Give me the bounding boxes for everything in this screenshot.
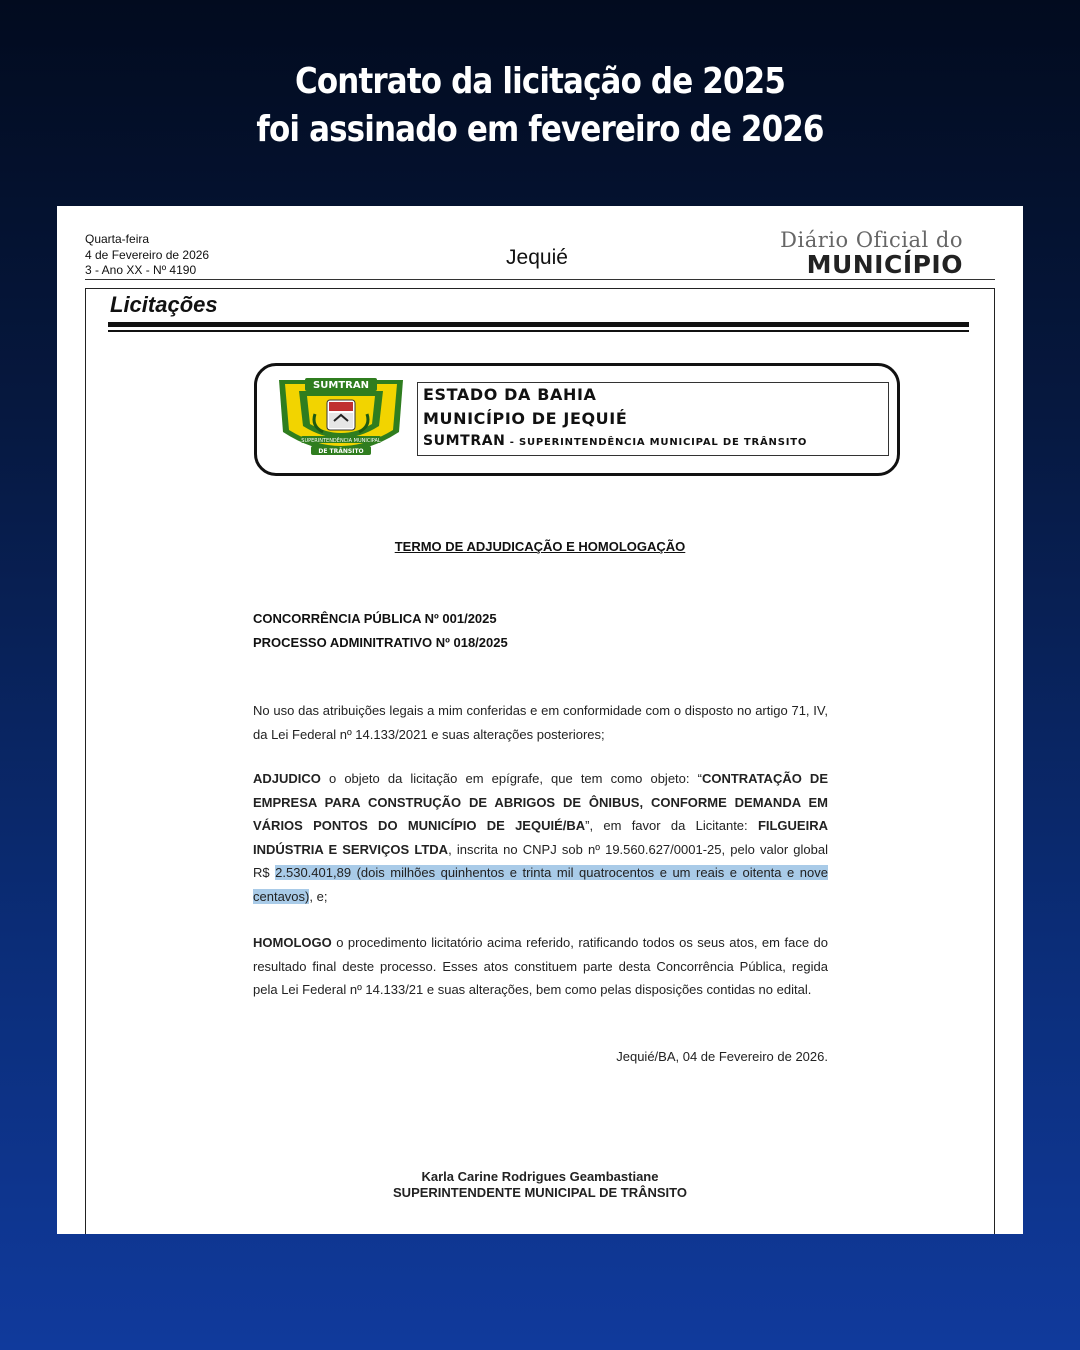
section-title: Licitações <box>110 292 218 317</box>
process-headings <box>253 607 508 655</box>
term-title: TERMO DE ADJUDICAÇÃO E HOMOLOGAÇÃO <box>394 539 686 554</box>
headline <box>76 58 1005 154</box>
logo-line-2: MUNICÍPIO <box>806 250 963 279</box>
banner-agency-name: - SUPERINTENDÊNCIA MUNICIPAL DE TRÂNSITO <box>505 437 808 448</box>
adjudication-text-2: ”, em favor da Licitante: <box>585 818 758 833</box>
banner-agency-acronym: SUMTRAN <box>423 433 506 449</box>
edition-info <box>85 232 209 279</box>
seal-bottom-text: DE TRÂNSITO <box>318 448 364 455</box>
winning-company: FILGUEIRA INDÚSTRIA E SERVIÇOS LTDA <box>253 818 828 857</box>
contract-object: CONTRATAÇÃO DE EMPRESA PARA CONSTRUÇÃO DE ABRIGOS DE ÔNIBUS, CONFORME DEMANDA EM VÁRIOS PONTOS DO MUNICÍPIO DE JEQUIÉ/BA <box>253 771 828 833</box>
headline-line-1: Contrato da licitação de 2025 <box>294 61 786 102</box>
contract-value-highlight: 2.530.401,89 (dois milhões quinhentos e trinta mil quatrocentos e um reais e oitenta e nove centavos) <box>253 865 828 904</box>
document-page <box>57 206 1023 1234</box>
banner-municipality: MUNICÍPIO DE JEQUIÉ <box>423 409 628 428</box>
processo-number: PROCESSO ADMINITRATIVO Nº 018/2025 <box>253 635 508 650</box>
edition-number: 3 - Ano XX - Nº 4190 <box>85 263 197 277</box>
city-name: Jequié <box>506 246 568 269</box>
paragraph-adjudication <box>253 767 828 908</box>
headline-line-2: foi assinado em fevereiro de 2026 <box>256 109 824 150</box>
sumtran-seal-icon <box>271 374 411 466</box>
adjudication-text-3: , inscrita no CNPJ sob nº 19.560.627/0001-25, pelo valor global R$ <box>253 841 828 880</box>
adjudication-text-1: o objeto da licitação em epígrafe, que tem como objeto: “ <box>320 771 702 786</box>
homologation-text: o procedimento licitatório acima referido, ratificando todos os seus atos, em face do resultado final deste processo. Esses atos constituem parte desta Concorrência Pública, regida pela Lei Federal nº 14.133/21 e suas alterações, bem como pelas disposições contidas no edital. <box>253 935 828 997</box>
seal-top-text: SUMTRAN <box>313 380 369 391</box>
header-divider <box>85 279 995 280</box>
document-date: Jequié/BA, 04 de Fevereiro de 2026. <box>616 1049 828 1064</box>
diario-oficial-logo <box>780 228 963 279</box>
section-rule-thick <box>108 322 969 327</box>
banner-agency <box>423 433 807 449</box>
adjudico-verb: ADJUDICO <box>253 771 321 786</box>
homologo-verb: HOMOLOGO <box>253 935 332 950</box>
adjudication-text-4: , e; <box>309 888 328 904</box>
seal-ring-text: SUPERINTENDÊNCIA MUNICIPAL <box>301 438 381 444</box>
edition-weekday: Quarta-feira <box>85 232 150 246</box>
paragraph-homologation <box>253 931 828 1002</box>
signature-block <box>57 1169 1023 1201</box>
section-rule-thin <box>108 330 969 332</box>
concorrencia-number: CONCORRÊNCIA PÚBLICA Nº 001/2025 <box>253 611 497 626</box>
edition-date: 4 de Fevereiro de 2026 <box>85 247 210 262</box>
signatory-name: Karla Carine Rodrigues Geambastiane <box>421 1169 659 1184</box>
logo-line-1: Diário Oficial do <box>780 228 963 252</box>
banner-text-box <box>417 382 889 456</box>
paragraph-legal-basis: No uso das atribuições legais a mim conferidas e em conformidade com o disposto no artigo 71, IV, da Lei Federal nº 14.133/2021 e suas alterações posteriores; <box>253 703 828 742</box>
sumtran-banner <box>254 363 900 476</box>
banner-state: ESTADO DA BAHIA <box>423 385 597 404</box>
signatory-role: SUPERINTENDENTE MUNICIPAL DE TRÂNSITO <box>393 1185 687 1200</box>
